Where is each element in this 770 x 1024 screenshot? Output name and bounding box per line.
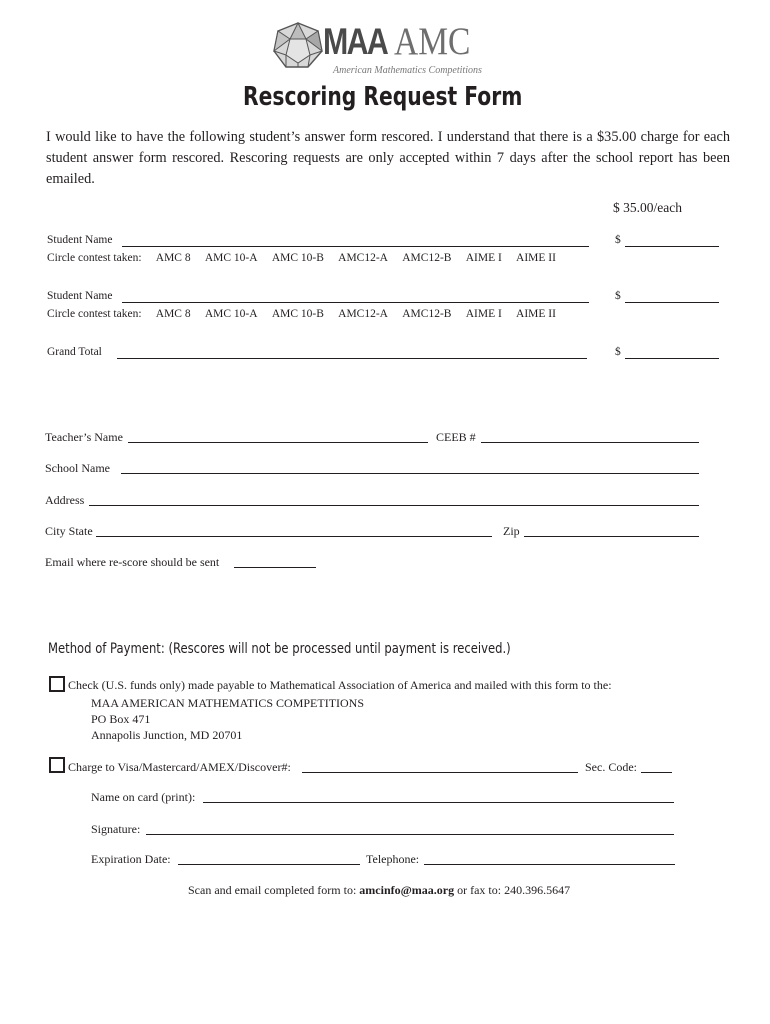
address-label: Address — [45, 493, 85, 507]
logo-maa-text: MAA — [323, 21, 388, 62]
price-each: $ 35.00/each — [613, 200, 682, 215]
zip-label: Zip — [503, 524, 520, 538]
intro-paragraph: I would like to have the following student’s answer form rescored. I understand that there is a $35.00 charge for each student answer form rescored. Rescoring requests are only accepted within 7 days after the school report has been emailed. — [46, 129, 730, 187]
expiration-field[interactable] — [178, 864, 360, 865]
contest-option[interactable]: AIME II — [516, 308, 556, 320]
contest-option[interactable]: AMC 10-A — [204, 252, 258, 264]
sec-code-label: Sec. Code: — [585, 760, 637, 774]
contest-option[interactable]: AMC12-B — [402, 308, 452, 320]
student-name-label: Student Name — [47, 234, 113, 246]
footer-fax: or fax to: 240.396.5647 — [457, 883, 571, 897]
signature-field[interactable] — [146, 834, 674, 835]
contest-row — [47, 308, 568, 320]
telephone-field[interactable] — [424, 864, 675, 865]
student-name-label: Student Name — [47, 290, 113, 302]
teacher-name-label: Teacher’s Name — [45, 430, 123, 444]
contest-option[interactable]: AMC 10-B — [271, 252, 324, 264]
card-number-field[interactable] — [302, 772, 578, 773]
dollar-sign: $ — [615, 346, 621, 358]
contest-label: Circle contest taken: — [47, 252, 142, 264]
logo-amc-text: AMC — [394, 20, 471, 63]
card-payment-label: Charge to Visa/Mastercard/AMEX/Discover#: — [68, 760, 291, 774]
contest-option[interactable]: AMC 10-A — [204, 308, 258, 320]
city-state-label: City State — [45, 524, 93, 538]
amount-field[interactable] — [625, 246, 719, 247]
name-on-card-label: Name on card (print): — [91, 790, 196, 804]
footer-instructions — [188, 883, 570, 898]
mailing-address-line: PO Box 471 — [91, 712, 151, 726]
contest-option[interactable]: AIME I — [465, 308, 502, 320]
contest-label: Circle contest taken: — [47, 308, 142, 320]
address-field[interactable] — [89, 505, 699, 506]
expiration-label: Expiration Date: — [91, 852, 171, 866]
check-payment-label: Check (U.S. funds only) made payable to Mathematical Association of America and mailed with this form to the: — [68, 678, 612, 692]
school-name-field[interactable] — [121, 473, 699, 474]
card-payment-checkbox[interactable] — [49, 757, 65, 773]
grand-total-field[interactable] — [117, 358, 587, 359]
signature-label: Signature: — [91, 822, 141, 836]
footer-email-link[interactable]: amcinfo@maa.org — [359, 883, 455, 897]
polyhedron-icon — [272, 21, 324, 69]
email-label: Email where re-score should be sent — [45, 555, 220, 569]
city-state-field[interactable] — [96, 536, 492, 537]
grand-total-amount-field[interactable] — [625, 358, 719, 359]
ceeb-field[interactable] — [481, 442, 699, 443]
telephone-label: Telephone: — [366, 852, 420, 866]
student-name-field[interactable] — [122, 302, 589, 303]
contest-option[interactable]: AMC12-A — [338, 308, 388, 320]
student-name-field[interactable] — [122, 246, 589, 247]
mailing-address-line: MAA AMERICAN MATHEMATICS COMPETITIONS — [91, 696, 365, 710]
name-on-card-field[interactable] — [203, 802, 674, 803]
mailing-address-line: Annapolis Junction, MD 20701 — [91, 728, 243, 742]
dollar-sign: $ — [615, 234, 621, 246]
contest-option[interactable]: AMC 10-B — [271, 308, 324, 320]
grand-total-label: Grand Total — [47, 346, 102, 358]
amount-field[interactable] — [625, 302, 719, 303]
dollar-sign: $ — [615, 290, 621, 302]
contest-option[interactable]: AMC 8 — [155, 308, 191, 320]
payment-heading: Method of Payment: (Rescores will not be processed until payment is received.) — [48, 641, 511, 657]
contest-option[interactable]: AMC12-B — [402, 252, 452, 264]
teacher-name-field[interactable] — [128, 442, 428, 443]
ceeb-label: CEEB # — [436, 430, 476, 444]
zip-field[interactable] — [524, 536, 699, 537]
school-name-label: School Name — [45, 461, 110, 475]
check-payment-checkbox[interactable] — [49, 676, 65, 692]
sec-code-field[interactable] — [641, 772, 672, 773]
footer-prefix: Scan and email completed form to: — [188, 883, 357, 897]
contest-option[interactable]: AMC 8 — [155, 252, 191, 264]
logo-subtitle: American Mathematics Competitions — [333, 65, 482, 76]
contest-row — [47, 252, 568, 264]
contest-option[interactable]: AIME II — [516, 252, 556, 264]
contest-option[interactable]: AMC12-A — [338, 252, 388, 264]
page-title: Rescoring Request Form — [243, 82, 523, 112]
email-field[interactable] — [234, 567, 316, 568]
contest-option[interactable]: AIME I — [465, 252, 502, 264]
